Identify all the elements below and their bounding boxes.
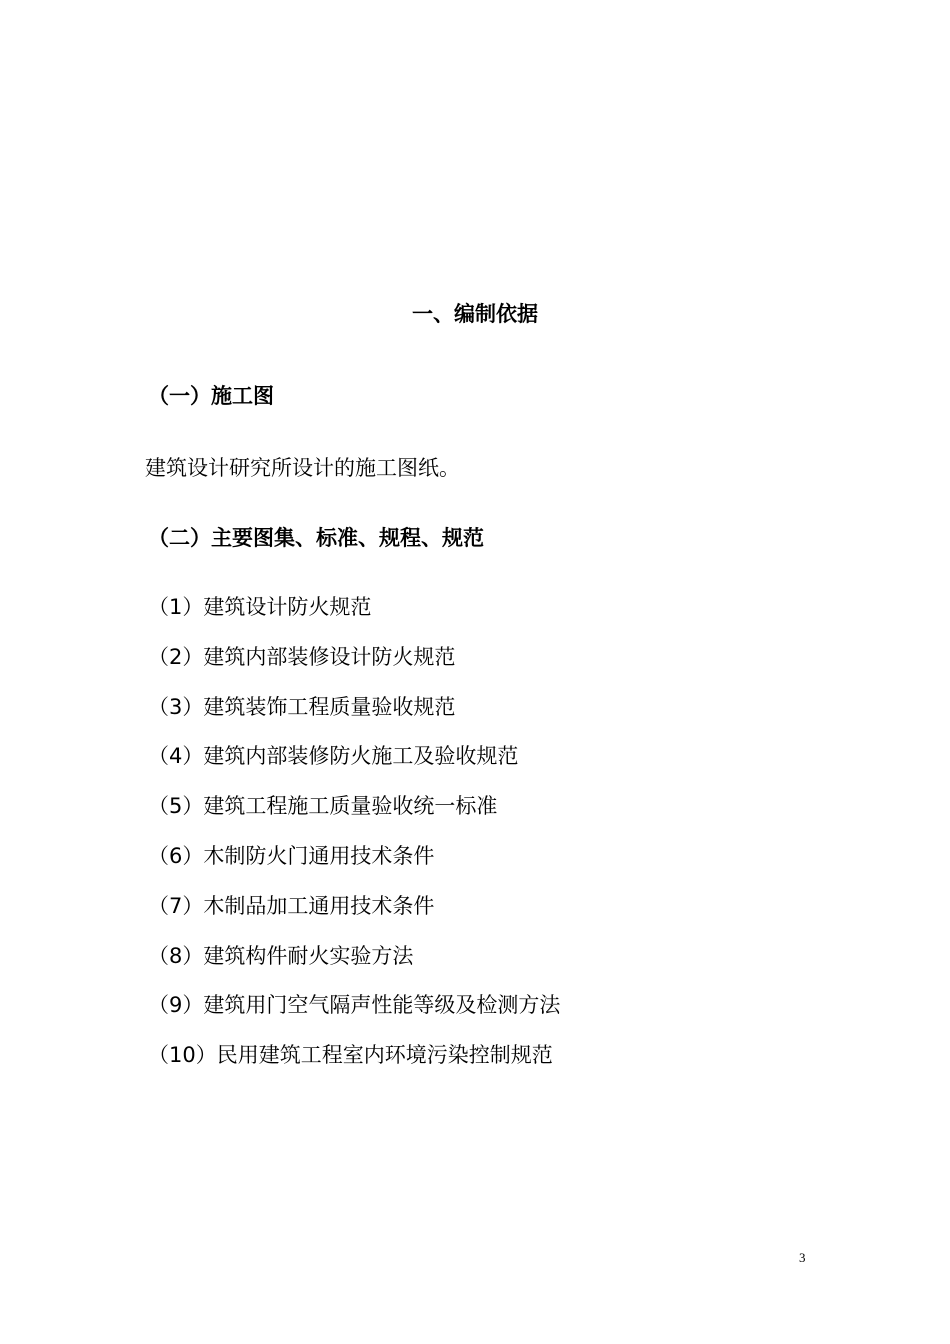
list-item: （8）建筑构件耐火实验方法 <box>148 943 414 968</box>
section-heading-standards: （二）主要图集、标准、规程、规范 <box>148 526 484 550</box>
list-item: （4）建筑内部装修防火施工及验收规范 <box>148 744 519 769</box>
section-heading-drawings: （一）施工图 <box>148 384 274 408</box>
document-title: 一、编制依据 <box>412 302 538 326</box>
list-item: （6）木制防火门通用技术条件 <box>148 843 435 868</box>
list-item: （3）建筑装饰工程质量验收规范 <box>148 694 456 719</box>
list-item: （5）建筑工程施工质量验收统一标准 <box>148 794 498 819</box>
section-body-drawings: 建筑设计研究所设计的施工图纸。 <box>145 456 460 480</box>
list-item: （9）建筑用门空气隔声性能等级及检测方法 <box>148 993 561 1018</box>
list-item: （2）建筑内部装修设计防火规范 <box>148 644 456 669</box>
page-number: 3 <box>799 1250 806 1265</box>
list-item: （1）建筑设计防火规范 <box>148 595 372 619</box>
list-item: （10）民用建筑工程室内环境污染控制规范 <box>148 1043 553 1068</box>
standards-list <box>148 590 560 1088</box>
list-item: （7）木制品加工通用技术条件 <box>148 893 435 918</box>
